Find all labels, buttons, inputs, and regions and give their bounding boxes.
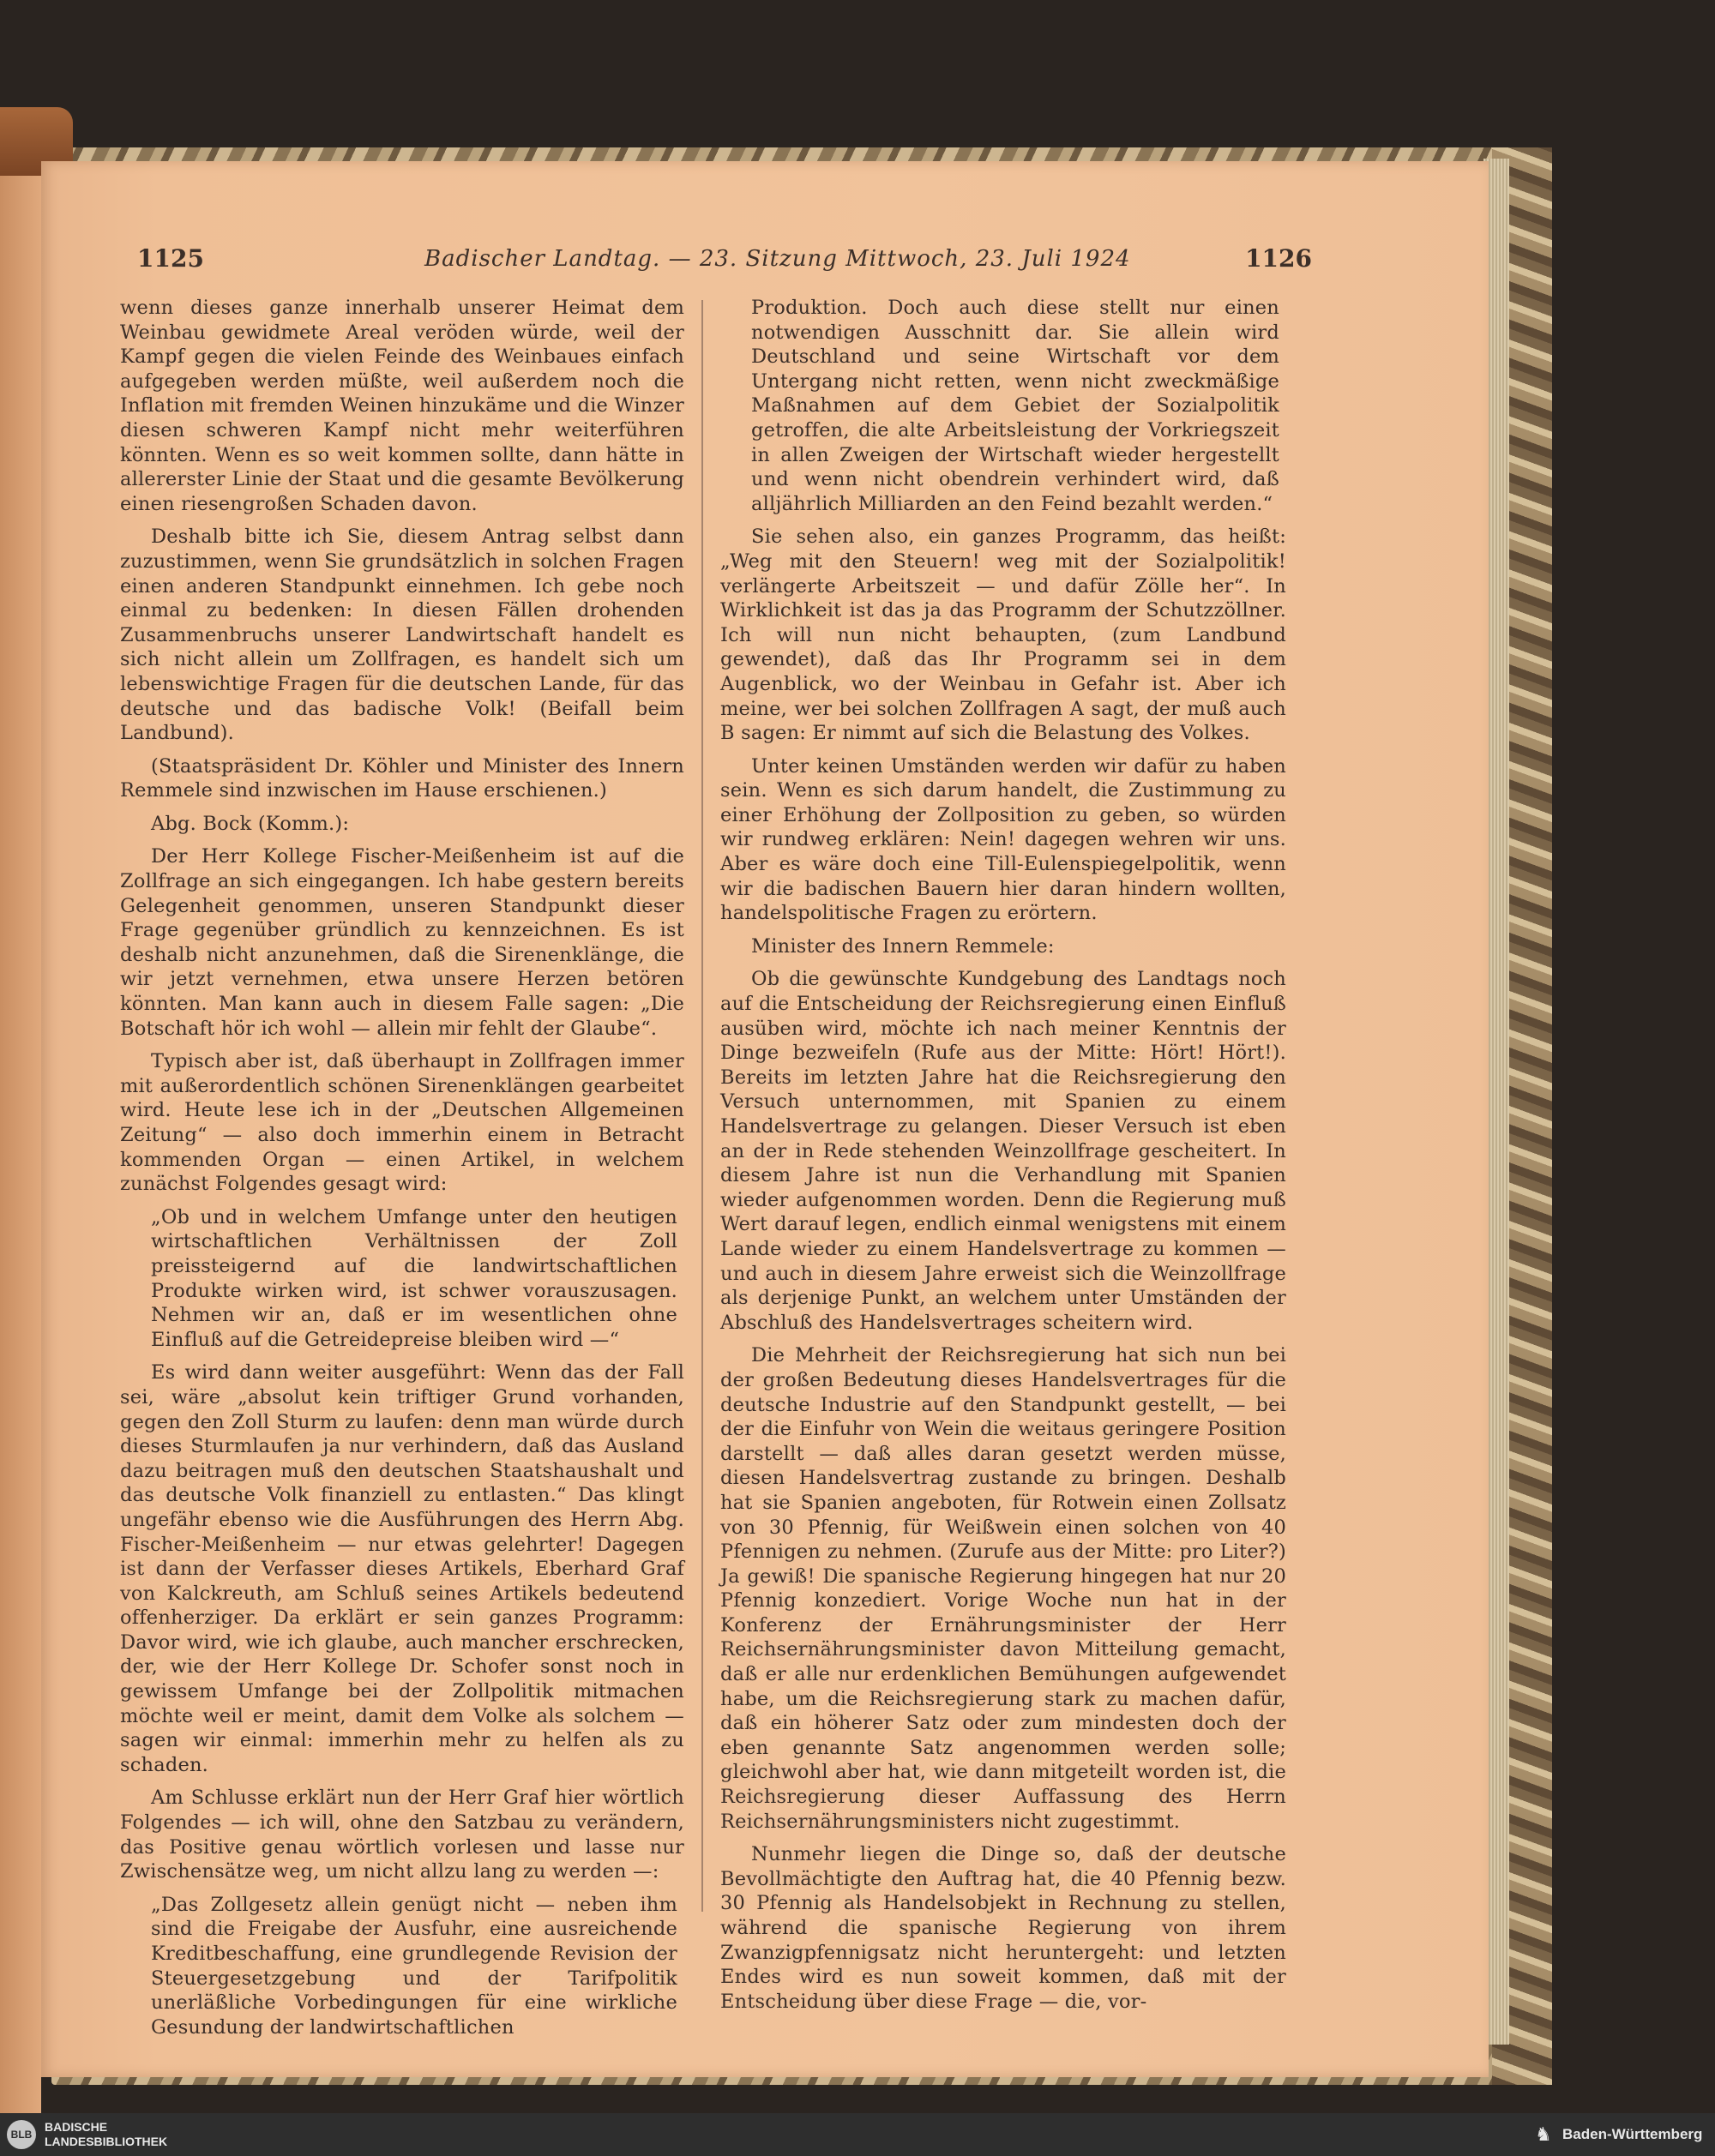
paragraph: (Staatspräsident Dr. Köhler und Minister des Innern Remmele sind inzwischen im Hause erschienen.) [120,754,684,802]
left-page-edge [0,111,41,2113]
running-title: Badischer Landtag. — 23. Sitzung Mittwoch, 23. Juli 1924 [424,246,1131,272]
speaker-heading: Abg. Bock (Komm.): [151,812,350,835]
right-column [720,296,1286,2022]
paragraph: Der Herr Kollege Fischer-Meißenheim ist auf die Zollfrage an sich eingegangen. Ich habe gestern bereits Gelegenheit genommen, unseren Standpunkt dieser Frage gegenüber gründlich zu kennzeichnen. Es ist deshalb nicht anzunehmen, daß die Sirenenklänge, die wir jetzt vernehmen, etwa unsere Herzen betören könnten. Man kann auch in diesem Falle sagen: „Die Botschaft hör ich wohl — allein mir fehlt der Glaube“. [120,845,684,1040]
paragraph: Am Schlusse erklärt nun der Herr Graf hier wörtlich Folgendes — ich will, ohne den Satzbau zu verändern, das Positive genau wörtlich vorlesen und lasse nur Zwischensätze weg, um nicht allzu lang zu werden —: [120,1787,684,1883]
paragraph: Es wird dann weiter ausgeführt: Wenn das der Fall sei, wäre „absolut kein triftiger Grund vorhanden, gegen den Zoll Sturm zu laufen: denn man würde durch dieses Sturmlaufen ja nur verhindern, daß das Ausland dazu beitragen muß den deutschen Staatshaushalt und das deutsche Volk finanziell zu entlasten.“ Das klingt ungefähr ebenso wie die Ausführungen des Herrn Abg. Fischer-Meißenheim — nur etwas gelehrter! Dagegen ist dann der Verfasser dieses Artikels, Eberhard Graf von Kalckreuth, am Schluß seines Artikels bedeutend offenherziger. Da erklärt er sein ganzes Programm: Davor wird, wie ich glaube, auch mancher erschrecken, der, wie der Herr Kollege Dr. Schofer sonst noch in gewissem Umfange bei der Zollpolitik mitmachen möchte weil er meint, damit dem Volke als solchem — sagen wir einmal: immerhin mehr zu helfen als zu schaden. [120,1361,684,1776]
page-number-right: 1126 [1245,244,1312,273]
library-name-line1: BADISCHE [45,2120,108,2134]
paragraph: „Ob und in welchem Umfange unter den heutigen wirtschaftlichen Verhältnissen der Zoll preissteigernd auf die landwirtschaftlichen Produkte wirken wird, ist schwer vorauszusagen. Nehmen wir an, daß er im wesentlichen ohne Einfluß auf die Getreidepreise bleiben wird —“ [151,1205,677,1351]
library-name-line2: LANDESBIBLIOTHEK [45,2135,168,2148]
paragraph: Sie sehen also, ein ganzes Programm, das heißt: „Weg mit den Steuern! weg mit der Sozialpolitik! verlängerte Arbeitszeit — und dafür Zölle her“. In Wirklichkeit ist das ja das Programm der Schutzzöllner. Ich will nun nicht behaupten, (zum Landbund gewendet), daß das Ihr Programm sei in dem Augenblick, wo der Weinbau in Gefahr ist. Aber ich meine, wer bei solchen Zollfragen A sagt, der muß auch B sagen: Er nimmt auf sich die Belastung des Volkes. [720,525,1286,745]
library-name[interactable] [45,2120,167,2149]
paragraph: „Das Zollgesetz allein genügt nicht — neben ihm sind die Freigabe der Ausfuhr, eine ausreichende Kreditbeschaffung, eine grundlegende Revision der Steuergesetzgebung und der Tarifpolitik unerläßliche Vorbedingungen für eine wirkliche Gesundung der landwirtschaftlichen [151,1893,677,2039]
left-column [120,296,684,2048]
paragraph: Unter keinen Umständen werden wir dafür zu haben sein. Wenn es sich darum handelt, die Zustimmung zu einer Erhöhung der Zollposition zu geben, so würden wir rundweg erklären: Nein! dagegen wehren wir uns. Aber es wäre doch eine Till-Eulenspiegelpolitik, wenn wir die badischen Bauern hier daran hindern wollten, handelspolitische Fragen zu erörtern. [720,754,1286,925]
state-emblem-icon: ♞ [1535,2123,1552,2145]
paragraph: Produktion. Doch auch diese stellt nur einen notwendigen Ausschnitt dar. Sie allein wird Deutschland und seine Wirtschaft vor dem Untergang nicht retten, wenn nicht zweckmäßige Maßnahmen auf dem Gebiet der Sozialpolitik getroffen, die alte Arbeitsleistung der Vorkriegszeit in allen Zweigen der Wirtschaft wieder hergestellt und wenn nicht obendrein verhindert wird, daß alljährlich Milliarden an den Feind bezahlt werden.“ [751,297,1279,515]
speaker-heading: Minister des Innern Remmele: [751,934,1055,958]
paragraph: Nunmehr liegen die Dinge so, daß der deutsche Bevollmächtigte den Auftrag hat, die 40 Pfennig bezw. 30 Pfennig als Handelsobjekt in Rechnung zu stellen, während die spanische Regierung von ihrem Zwanzigpfennigsatz nicht heruntergeht: und letzten Endes wird es nun soweit kommen, daß mit der Entscheidung über diese Frage — die, vor- [720,1843,1286,2013]
column-divider [701,300,703,1912]
page-header [99,244,1312,279]
footer-bar [0,2113,1715,2156]
paragraph: Die Mehrheit der Reichsregierung hat sich nun bei der großen Bedeutung dieses Handelsvertrages für die deutsche Industrie auf den Standpunkt gestellt, — bei der die Einfuhr von Wein die weitaus geringere Position darstellt — daß alles daran gesetzt werden müsse, diesen Handelsvertrag zustande zu bringen. Deshalb hat sie Spanien angeboten, für Rotwein einen Zollsatz von 30 Pfennig, für Weißwein einen solchen von 40 Pfennigen zu nehmen. (Zurufe aus der Mitte: pro Liter?) Ja gewiß! Die spanische Regierung hingegen hat nur 20 Pfennig konzediert. Vorige Woche nun hat in der Konferenz der Ernährungsminister der Herr Reichsernährungsminister davon Mitteilung gemacht, daß er alle nur erdenklichen Bemühungen aufgewendet habe, um die Reichsregierung stark zu machen dafür, daß ein höherer Satz oder zum mindesten doch der eben genannte Satz angenommen werden solle; gleichwohl aber hat, wie dann mitgeteilt worden ist, die Reichsregierung dieser Auffassung des Herrn Reichsernährungsministers nicht zugestimmt. [720,1344,1286,1833]
paragraph: Deshalb bitte ich Sie, diesem Antrag selbst dann zuzustimmen, wenn Sie grundsätzlich in solchen Fragen einen anderen Standpunkt einnehmen. Ich gebe noch einmal zu bedenken: In diesen Fällen drohenden Zusammenbruchs unserer Landwirtschaft handelt es sich nicht allein um Zollfragen, es handelt sich um lebenswichtige Fragen für die deutschen Lande, für das deutsche und das badische Volk! (Beifall beim Landbund). [120,525,684,745]
state-name[interactable]: Baden-Württemberg [1562,2126,1703,2142]
paragraph: Ob die gewünschte Kundgebung des Landtags noch auf die Entscheidung der Reichsregierung einen Einfluß ausüben wird, möchte ich nach meiner Kenntnis der Dinge bezweifeln (Rufe aus der Mitte: Hört! Hört!). Bereits im letzten Jahre hat die Reichsregierung den Versuch unternommen, mit Spanien zu einem Handelsvertrage zu gelangen. Dieser Versuch ist eben an der in Rede stehenden Weinzollfrage gescheitert. In diesem Jahre ist nun die Verhandlung mit Spanien wieder aufgenommen worden. Denn die Regierung muß Wert darauf legen, endlich einmal wenigstens mit einem Lande wieder zu einem Handelsvertrage zu kommen — und auch in diesem Jahre erweist sich die Weinzollfrage als derjenige Punkt, an welchem unter Umständen der Abschluß des Handelsvertrages scheitern wird. [720,968,1286,1334]
page-number-left: 1125 [137,244,204,273]
paragraph: Typisch aber ist, daß überhaupt in Zollfragen immer mit außerordentlich schönen Sirenenklängen gearbeitet wird. Heute lese ich in der „Deutschen Allgemeinen Zeitung“ — also doch immerhin einem in Betracht kommenden Organ — einen Artikel, in welchem zunächst Folgendes gesagt wird: [120,1050,684,1196]
paragraph: wenn dieses ganze innerhalb unserer Heimat dem Weinbau gewidmete Areal veröden würde, weil der Kampf gegen die vielen Feinde des Weinbaues einfach aufgegeben werden müßte, weil außerdem noch die Inflation mit fremden Weinen hinzukäme und die Winzer diesen schweren Kampf nicht mehr weiterführen könnten. Wenn es so weit kommen sollte, dann hätte in allererster Linie der Staat und die gesamte Bevölkerung einen riesengroßen Schaden davon. [120,297,684,515]
blb-logo[interactable]: BLB [7,2120,36,2149]
